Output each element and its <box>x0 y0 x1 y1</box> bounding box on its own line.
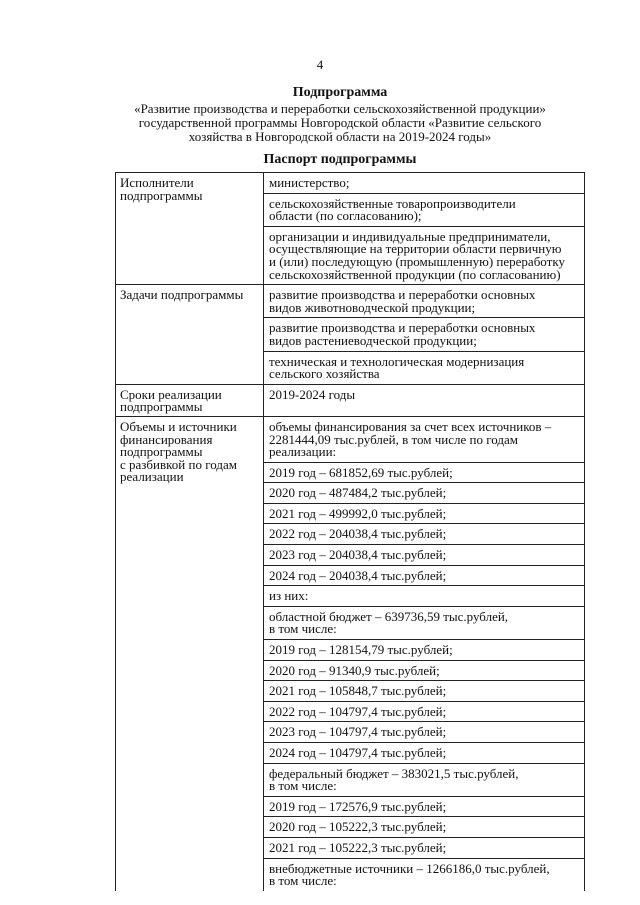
content-item <box>264 837 584 858</box>
row-content-cell <box>264 285 585 385</box>
content-item-text: 2024 год – 204038,4 тыс.рублей; <box>269 567 447 583</box>
row-label-cell <box>116 416 264 890</box>
content-item <box>264 639 584 660</box>
content-item-text: 2019 год – 172576,9 тыс.рублей; <box>269 798 447 814</box>
content-item <box>264 680 584 701</box>
table-row <box>116 173 585 285</box>
content-item <box>264 385 584 405</box>
content-item-text: министерство; <box>269 175 350 190</box>
content-item-text: объемы финансирования за счет всех источников – 2281444,09 тыс.рублей, в том числе по годам реализации: <box>269 418 552 460</box>
row-content-cell <box>264 173 585 285</box>
page-number: 4 <box>316 57 324 72</box>
content-item <box>264 742 584 763</box>
content-item <box>264 858 584 891</box>
content-item-text: областной бюджет – 639736,59 тыс.рублей, в том числе: <box>269 608 509 637</box>
content-item <box>264 796 584 817</box>
content-item-text: 2019 год – 128154,79 тыс.рублей; <box>269 642 453 658</box>
content-item-text: 2020 год – 91340,9 тыс.рублей; <box>269 662 440 678</box>
content-item-text: 2019 год – 681852,69 тыс.рублей; <box>269 464 453 480</box>
passport-title: Паспорт подпрограммы <box>263 152 417 167</box>
table-row <box>116 416 585 890</box>
row-content-cell <box>264 384 585 416</box>
row-label: Объемы и источники финансирования подпрограммы с разбивкой по годам реализации <box>120 418 237 485</box>
content-item-text: развитие производства и переработки основных видов животноводческой продукции; <box>269 287 536 315</box>
content-item-text: 2021 год – 105222,3 тыс.рублей; <box>269 839 447 855</box>
content-item-text: организации и индивидуальные предприниматели, осуществляющие на территории области первичную и (или) последующую (промышленную) переработку сельскохозяйственной продукции (по согласованию) <box>269 228 565 282</box>
content-item-text: 2020 год – 105222,3 тыс.рублей; <box>269 819 447 835</box>
content-item <box>264 417 584 462</box>
content-item <box>264 317 584 350</box>
row-label-cell <box>116 384 264 416</box>
content-item <box>264 721 584 742</box>
content-item <box>264 173 584 193</box>
subprogram-subtitle: «Развитие производства и переработки сельскохозяйственной продукции» государственной программы Новгородской области «Развитие сельского хозяйства в Новгородской области на 2019-2024 годы» <box>134 101 546 144</box>
row-label-cell <box>116 285 264 385</box>
content-item-text: развитие производства и переработки основных видов растениеводческой продукции; <box>269 320 536 348</box>
content-item <box>264 585 584 606</box>
content-item <box>264 565 584 586</box>
content-item-text: техническая и технологическая модернизация сельского хозяйства <box>269 353 525 382</box>
content-item <box>264 763 584 796</box>
row-label: Задачи подпрограммы <box>120 287 244 303</box>
content-item-text: федеральный бюджет – 383021,5 тыс.рублей, в том числе: <box>269 765 519 794</box>
row-content-cell <box>264 416 585 890</box>
content-item <box>264 660 584 681</box>
content-item-text: сельскохозяйственные товаропроизводители области (по согласованию); <box>269 195 516 224</box>
content-item-text: 2019-2024 годы <box>269 386 356 402</box>
subprogram-heading: Подпрограмма <box>292 85 388 100</box>
content-item-text: 2021 год – 499992,0 тыс.рублей; <box>269 505 447 521</box>
content-item <box>264 351 584 384</box>
content-item <box>264 523 584 544</box>
content-item-text: 2021 год – 105848,7 тыс.рублей; <box>269 683 447 699</box>
content-item <box>264 816 584 837</box>
content-item <box>264 226 584 284</box>
content-item-text: внебюджетные источники – 1266186,0 тыс.рублей, в том числе: <box>269 860 550 889</box>
content-item-text: 2023 год – 104797,4 тыс.рублей; <box>269 724 447 740</box>
row-label: Сроки реализации подпрограммы <box>120 386 222 415</box>
row-label: Исполнители подпрограммы <box>120 175 203 203</box>
content-item-text: 2023 год – 204038,4 тыс.рублей; <box>269 547 447 563</box>
content-item <box>264 701 584 722</box>
content-item-text: 2020 год – 487484,2 тыс.рублей; <box>269 485 447 501</box>
content-item <box>264 482 584 503</box>
content-item-text: из них: <box>269 588 309 604</box>
content-item <box>264 462 584 483</box>
content-item-text: 2022 год – 204038,4 тыс.рублей; <box>269 526 447 542</box>
content-item-text: 2022 год – 104797,4 тыс.рублей; <box>269 703 447 719</box>
content-item <box>264 606 584 639</box>
passport-table <box>115 172 585 891</box>
content-item <box>264 503 584 524</box>
content-item <box>264 285 584 317</box>
table-row <box>116 285 585 385</box>
row-label-cell <box>116 173 264 285</box>
content-item <box>264 193 584 226</box>
content-item <box>264 544 584 565</box>
table-row <box>116 384 585 416</box>
content-item-text: 2024 год – 104797,4 тыс.рублей; <box>269 745 447 760</box>
